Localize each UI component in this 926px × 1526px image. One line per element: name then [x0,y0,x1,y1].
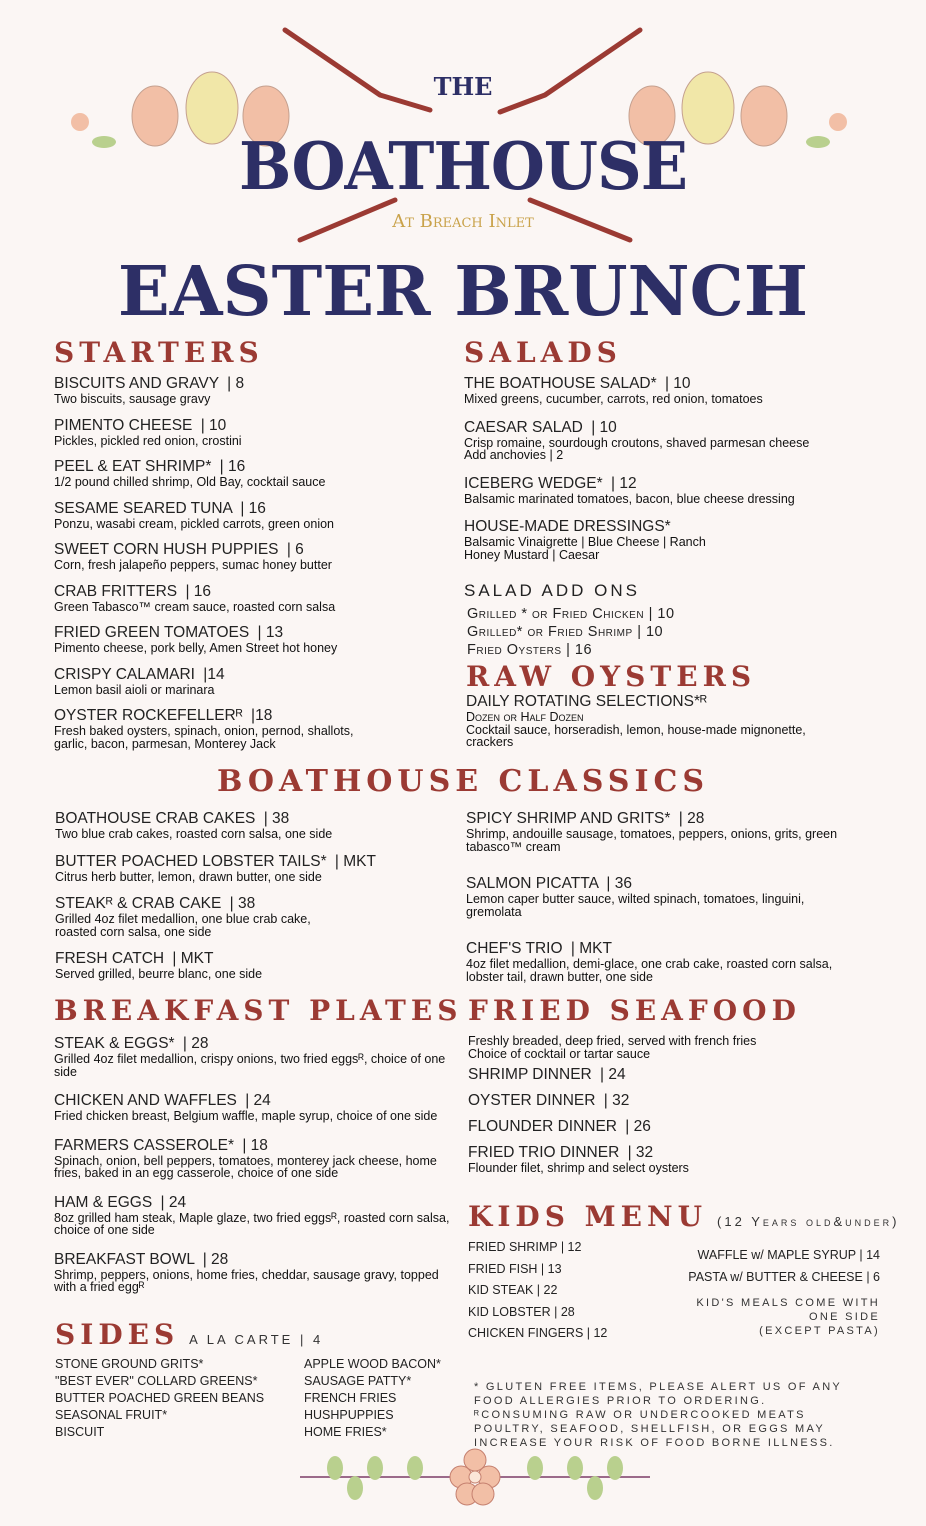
section-heading: SALADS [464,336,622,369]
item-name: THE BOATHOUSE SALAD* [464,375,657,392]
item-name-line [468,1144,888,1162]
item-name-line [54,666,454,684]
item-description: Ponzu, wasabi cream, pickled carrots, green onion [54,516,335,531]
menu-item [54,1035,459,1078]
side-item: "BEST EVER" COLLARD GREENS* [55,1374,258,1388]
menu-item [468,1066,888,1084]
side-item: HUSHPUPPIES [304,1408,394,1422]
menu-item [54,1137,459,1180]
item-name: FARMERS CASSEROLE* [54,1136,235,1154]
item-description: Lemon caper butter sauce, wilted spinach, tomatoes, linguini, gremolata [466,892,805,919]
item-description: Shrimp, peppers, onions, home fries, cheddar, sausage gravy, topped with a fried eggᴿ [54,1267,439,1294]
item-name-line [55,810,445,828]
item-name: BREAKFAST BOWL [54,1250,195,1268]
kids-item: KID LOBSTER | 28 [468,1304,575,1319]
item-description: Fresh baked oysters, spinach, onion, pernod, shallots, garlic, bacon, parmesan, Monterey Jack [54,724,354,751]
item-description: Balsamic Vinaigrette | Blue Cheese | Ranch [464,535,706,549]
side-item: HOME FRIES* [304,1425,387,1439]
item-description: Spinach, onion, bell peppers, tomatoes, monterey jack cheese, home fries, baked in an egg casserole, choice of one side [54,1153,437,1180]
item-name-line [468,1118,888,1136]
menu-item [54,583,454,614]
sides-heading: SIDES [55,1318,180,1351]
item-description: Lemon basil aioli or marinara [54,682,215,697]
menu-item [55,853,445,884]
item-description: Green Tabasco™ cream sauce, roasted corn salsa [54,599,336,614]
item-price: | 8 [227,375,245,392]
section-heading [468,1200,898,1233]
item-name: BISCUITS AND GRAVY [54,375,219,392]
menu-item [464,419,904,462]
item-name-line [55,950,445,968]
item-price: | 38 [263,810,290,827]
kids-age-note: (12 Years old&under) [717,1214,900,1229]
item-price: | 28 [182,1035,209,1052]
item-description: Crisp romaine, sourdough croutons, shaved parmesan cheese [464,435,810,450]
menu-item [54,500,454,531]
menu-item [55,950,445,981]
item-description: Served grilled, beurre blanc, one side [55,967,263,981]
disclaimer: * GLUTEN FREE ITEMS, PLEASE ALERT US OF ANY FOOD ALLERGIES PRIOR TO ORDERING. ᴿCONSUMING RAW OR UNDERCOOKED MEATS POULTRY, SEAFOOD, SHELLFISH, OR EGGS MAY INCREASE YOUR RISK OF FOOD BORNE ILLNESS. [474,1381,842,1449]
item-price: | 24 [160,1193,187,1211]
kids-footnote-line: KID'S MEALS COME WITH [696,1297,880,1309]
addon-item: Grilled* or Fried Shrimp | 10 [467,624,664,640]
item-description: Mixed greens, cucumber, carrots, red onion, tomatoes [464,392,763,406]
item-name: STEAKᴿ & CRAB CAKE [55,895,222,912]
item-description-extra: Honey Mustard | Caesar [464,547,600,562]
addon-item: Grilled * or Fried Chicken | 10 [467,606,675,622]
item-price: | 32 [603,1092,630,1109]
item-name: SALMON PICATTA [466,875,599,892]
floral-vine-decoration [295,1440,655,1520]
menu-item [55,895,445,938]
item-name: SWEET CORN HUSH PUPPIES [54,541,279,558]
item-price: | 16 [185,582,212,600]
side-item: BISCUIT [55,1425,105,1439]
item-price: | MKT [570,940,612,957]
item-description: Flounder filet, shrimp and select oysters [468,1161,689,1175]
item-name: OYSTER ROCKEFELLERᴿ [54,707,243,724]
page-title: EASTER BRUNCH [117,252,809,332]
menu-item [54,1092,459,1123]
kids-item: PASTA w/ BUTTER & CHEESE | 6 [688,1269,880,1284]
menu-item [54,375,454,406]
item-description: Balsamic marinated tomatoes, bacon, blue cheese dressing [464,491,795,506]
kids-heading: KIDS MENU [468,1200,708,1233]
section-heading: STARTERS [54,336,264,369]
item-name: FLOUNDER DINNER [468,1118,617,1135]
menu-item [466,875,866,918]
item-name: SESAME SEARED TUNA [54,499,233,517]
menu-item [464,475,904,506]
item-price: | 10 [591,418,617,436]
item-price: | MKT [172,950,214,967]
item-price: | 26 [625,1118,651,1135]
item-description: Grilled 4oz filet medallion, crispy onions, two fried eggsᴿ, choice of one side [54,1052,446,1079]
item-price: | 28 [202,1250,229,1268]
section-heading: BREAKFAST PLATES [54,994,463,1027]
item-name: BOATHOUSE CRAB CAKES [55,810,256,827]
item-name: BUTTER POACHED LOBSTER TAILS* [55,852,327,870]
item-name-line [464,375,904,393]
menu-item [55,810,445,841]
item-name: CHICKEN AND WAFFLES [54,1092,237,1109]
item-name-line [54,583,454,601]
item-price: | 24 [600,1066,626,1083]
item-description: 1/2 pound chilled shrimp, Old Bay, cocktail sauce [54,475,326,489]
item-name: FRIED GREEN TOMATOES [54,624,250,641]
side-item: BUTTER POACHED GREEN BEANS [55,1391,265,1405]
item-price: | 18 [242,1136,268,1154]
item-name: FRIED TRIO DINNER [468,1144,620,1161]
item-name: PEEL & EAT SHRIMP* [54,458,212,475]
item-description: Grilled 4oz filet medallion, one blue crab cake, roasted corn salsa, one side [55,912,311,939]
item-name-line [468,1092,888,1110]
item-name: HOUSE-MADE DRESSINGS* [464,518,671,535]
fried-intro-2: Choice of cocktail or tartar sauce [468,1046,651,1061]
side-item: SEASONAL FRUIT* [55,1408,168,1422]
menu-item [464,518,904,561]
kids-item: WAFFLE w/ MAPLE SYRUP | 14 [697,1248,880,1262]
item-name: DAILY ROTATING SELECTIONS*ᴿ [466,693,707,710]
item-name: CRAB FRITTERS [54,582,178,600]
item-description: Shrimp, andouille sausage, tomatoes, peppers, onions, grits, green tabasco™ cream [466,827,838,854]
item-name: STEAK & EGGS* [54,1035,175,1052]
kids-item: KID STEAK | 22 [468,1283,558,1297]
menu-item [54,1251,459,1294]
item-name-line [466,875,866,893]
menu-item [54,624,454,655]
menu-item [54,541,454,572]
salads-section [464,336,904,659]
starters-section [54,336,454,761]
item-price: | MKT [334,852,376,870]
item-name-line [54,375,454,393]
item-name-line [54,1137,459,1155]
item-price: |14 [203,665,225,683]
logo-subtitle: At Breach Inlet [392,211,534,232]
addons-heading: SALAD ADD ONS [464,581,640,600]
item-name-line [54,707,454,725]
kids-item: FRIED FISH | 13 [468,1261,562,1276]
kids-item: FRIED SHRIMP | 12 [468,1240,582,1254]
menu-item [466,810,866,853]
menu-item [468,1144,888,1175]
item-price: | 10 [664,375,691,392]
item-price: | 13 [257,624,284,641]
item-name: FRESH CATCH [55,950,165,967]
item-price: |18 [251,707,273,724]
side-item: STONE GROUND GRITS* [55,1357,204,1371]
item-price: | 6 [286,541,304,558]
menu-item [54,666,454,697]
item-name-line [54,541,454,559]
item-price: | 24 [245,1092,271,1109]
side-item: APPLE WOOD BACON* [304,1357,441,1371]
item-desc: Cocktail sauce, horseradish, lemon, house-made mignonette, crackers [466,722,806,749]
item-price: | 16 [240,499,266,517]
item-name: SHRIMP DINNER [468,1066,592,1083]
item-name: CAESAR SALAD [464,418,583,436]
item-description: Pimento cheese, pork belly, Amen Street hot honey [54,641,338,655]
item-price: | 38 [229,895,256,912]
item-name-line [54,1035,459,1053]
item-name: PIMENTO CHEESE [54,416,193,434]
section-heading: FRIED SEAFOOD [468,994,801,1027]
kids-footnote [640,1296,880,1338]
item-description: Two blue crab cakes, roasted corn salsa, one side [55,827,333,841]
menu-item [466,940,866,983]
item-description: Pickles, pickled red onion, crostini [54,433,242,448]
logo-name: BOATHOUSE [238,128,688,205]
item-description: Corn, fresh jalapeño peppers, sumac honey butter [54,558,332,572]
sides-price: A LA CARTE | 4 [189,1332,324,1347]
fried-intro: Freshly breaded, deep fried, served with french fries [468,1034,757,1048]
item-name: CHEF'S TRIO [466,940,563,957]
addon-item: Fried Oysters | 16 [467,642,593,658]
item-name-line [54,417,454,435]
kids-footnote-line: (EXCEPT PASTA) [759,1325,880,1337]
item-name-line [54,1251,459,1269]
item-price: | 36 [606,875,632,892]
menu-item [464,375,904,406]
menu-item [54,707,454,750]
item-name-line [54,500,454,518]
item-sub: Dozen or Half Dozen [466,710,584,724]
menu-item [54,458,454,489]
item-name-line [464,419,904,437]
item-name: ICEBERG WEDGE* [464,474,603,492]
menu-item [54,417,454,448]
section-heading: BOATHOUSE CLASSICS [216,764,710,799]
item-description: Fried chicken breast, Belgium waffle, maple syrup, choice of one side [54,1109,438,1123]
item-price: | 28 [678,810,705,827]
menu-item [468,1092,888,1110]
item-name-line [55,853,445,871]
item-name-line [466,940,866,958]
item-description: Citrus herb butter, lemon, drawn butter, one side [55,869,322,884]
item-price: | 32 [627,1144,654,1161]
item-price: | 12 [610,474,637,492]
logo-the: THE [433,72,493,101]
item-description: 4oz filet medallion, demi-glace, one crab cake, roasted corn salsa, lobster tail, drawn butter, one side [466,957,833,984]
item-name-line [54,624,454,642]
item-description: Two biscuits, sausage gravy [54,392,211,406]
item-name-line [54,1092,459,1110]
side-item: SAUSAGE PATTY* [304,1374,412,1388]
item-name-line [466,810,866,828]
item-name-line [468,1066,888,1084]
item-name-line [54,1194,459,1212]
item-description-extra: Add anchovies | 2 [464,448,564,462]
item-name-line [55,895,445,913]
item-description: 8oz grilled ham steak, Maple glaze, two fried eggsᴿ, roasted corn salsa, choice of one side [54,1210,450,1237]
item-name: HAM & EGGS [54,1193,153,1211]
item-price: | 10 [200,416,227,434]
item-price: | 16 [219,458,246,475]
side-item: FRENCH FRIES [304,1391,397,1405]
section-heading: RAW OYSTERS [466,660,757,693]
item-name: CRISPY CALAMARI [54,665,195,683]
kids-item: CHICKEN FINGERS | 12 [468,1326,608,1340]
item-name: SPICY SHRIMP AND GRITS* [466,810,671,827]
item-name: OYSTER DINNER [468,1092,596,1109]
kids-footnote-line: ONE SIDE [809,1311,880,1323]
item-name-line [464,475,904,493]
item-name-line [464,518,904,536]
menu-item [468,1118,888,1136]
item-name-line [54,458,454,476]
raw-oysters-section [466,660,906,749]
menu-item [54,1194,459,1237]
